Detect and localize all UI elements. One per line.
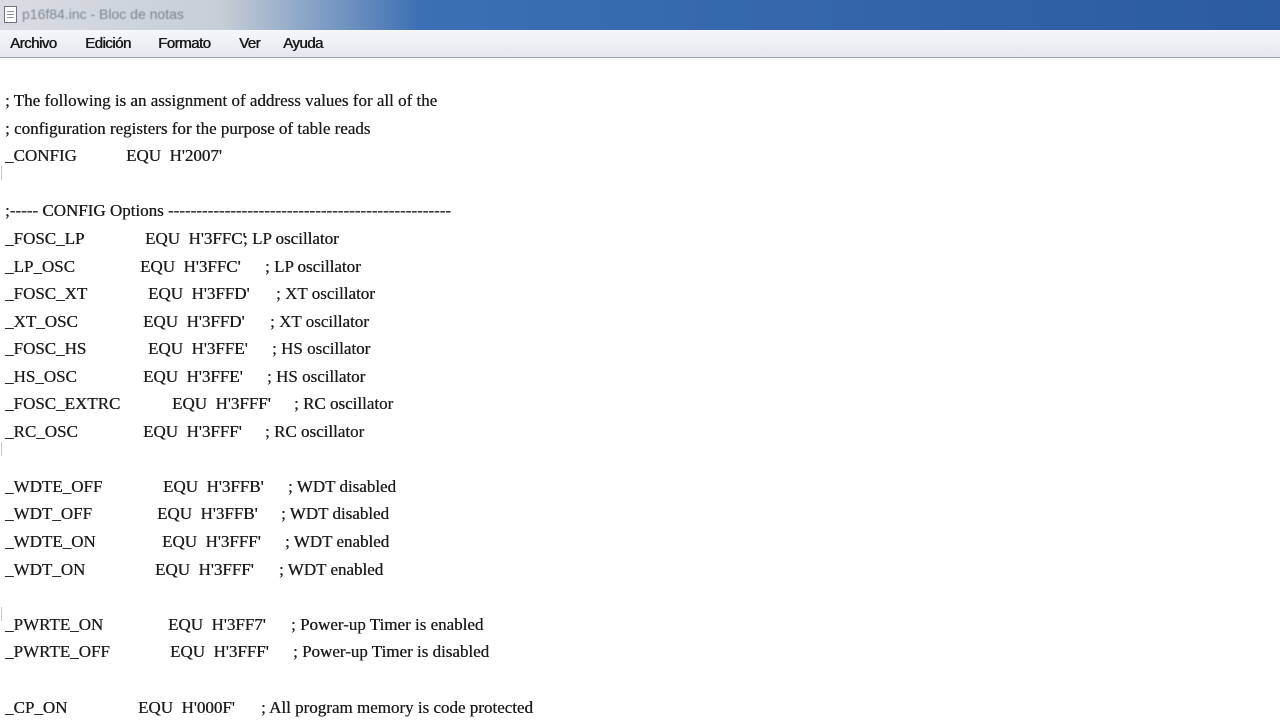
code-symbol: _RC_OSC — [5, 422, 78, 441]
code-comment: ; RC oscillator — [265, 422, 365, 441]
blank-line-marker — [1, 166, 2, 180]
code-symbol: ; configuration registers for the purpose of table reads — [5, 119, 371, 138]
code-line — [0, 392, 1280, 416]
code-line — [0, 310, 1280, 334]
code-symbol: _WDT_ON — [5, 560, 86, 579]
code-value: EQU H'3FFE' — [148, 339, 248, 358]
notepad-icon[interactable] — [4, 6, 17, 23]
code-comment: ; LP oscillator — [265, 257, 361, 276]
code-line — [0, 144, 1280, 168]
code-value: EQU H'3FFB' — [157, 504, 258, 523]
code-value: EQU H'3FFF' — [172, 394, 271, 413]
code-line — [0, 475, 1280, 499]
code-symbol: _LP_OSC — [5, 257, 75, 276]
code-comment: ; WDT enabled — [279, 560, 384, 579]
code-value: EQU H'3FFF' — [143, 422, 242, 441]
menu-ayuda[interactable]: Ayuda — [283, 35, 323, 52]
code-line — [0, 282, 1280, 306]
window-title: p16f84.inc - Bloc de notas — [22, 6, 184, 22]
code-line — [0, 696, 1280, 720]
code-value: EQU H'3FFD' — [143, 312, 245, 331]
menu-archivo[interactable]: Archivo — [10, 35, 57, 52]
code-line — [0, 558, 1280, 582]
code-value: EQU H'3FFF' — [170, 642, 269, 661]
text-editor[interactable] — [0, 59, 1280, 720]
code-comment: ; HS oscillator — [267, 367, 366, 386]
code-line — [0, 365, 1280, 389]
code-symbol: ;----- CONFIG Options -------------------------------------------------- — [5, 201, 451, 220]
code-symbol: _WDT_OFF — [5, 504, 92, 523]
code-symbol: _PWRTE_OFF — [5, 642, 110, 661]
code-comment: ; Power-up Timer is enabled — [291, 615, 484, 634]
code-comment: ; WDT disabled — [288, 477, 396, 496]
code-value: EQU H'000F' — [138, 698, 235, 717]
code-value: EQU H'3FF7' — [168, 615, 266, 634]
code-line — [0, 199, 1280, 223]
code-line — [0, 89, 1280, 113]
code-symbol: ; The following is an assignment of address values for all of the — [5, 91, 438, 110]
code-comment: ; HS oscillator — [272, 339, 371, 358]
code-line — [0, 337, 1280, 361]
code-comment: ; Power-up Timer is disabled — [293, 642, 490, 661]
code-comment: ; WDT enabled — [285, 532, 390, 551]
code-line — [0, 613, 1280, 637]
code-comment: ; XT oscillator — [270, 312, 369, 331]
code-value: EQU H'3FFC' — [145, 229, 246, 248]
code-line — [0, 640, 1280, 664]
menu-formato[interactable]: Formato — [158, 35, 211, 52]
code-line — [0, 227, 1280, 251]
code-symbol: _XT_OSC — [5, 312, 78, 331]
code-symbol: _FOSC_LP — [5, 229, 85, 248]
code-line — [0, 117, 1280, 141]
title-bar — [0, 0, 1280, 30]
code-value: EQU H'3FFD' — [148, 284, 250, 303]
code-value: EQU H'3FFF' — [162, 532, 261, 551]
code-line — [0, 530, 1280, 554]
code-value: EQU H'3FFF' — [155, 560, 254, 579]
code-line — [0, 420, 1280, 444]
code-comment: ; LP oscillator — [243, 229, 339, 248]
code-value: EQU H'3FFB' — [163, 477, 264, 496]
code-comment: ; RC oscillator — [294, 394, 394, 413]
code-symbol: _HS_OSC — [5, 367, 77, 386]
code-symbol: _FOSC_EXTRC — [5, 394, 121, 413]
code-symbol: _CP_ON — [5, 698, 68, 717]
code-value: EQU H'3FFE' — [143, 367, 243, 386]
code-line — [0, 502, 1280, 526]
code-value: EQU H'3FFC' — [140, 257, 241, 276]
code-line — [0, 255, 1280, 279]
menu-edicion[interactable]: Edición — [85, 35, 131, 52]
code-symbol: _FOSC_XT — [5, 284, 88, 303]
code-symbol: _FOSC_HS — [5, 339, 87, 358]
menu-ver[interactable]: Ver — [239, 35, 261, 52]
code-symbol: _PWRTE_ON — [5, 615, 104, 634]
code-value: EQU H'2007' — [126, 146, 222, 165]
code-symbol: _CONFIG — [5, 146, 77, 165]
code-comment: ; XT oscillator — [276, 284, 375, 303]
menu-bar — [0, 30, 1280, 58]
code-comment: ; WDT disabled — [281, 504, 389, 523]
code-symbol: _WDTE_ON — [5, 532, 96, 551]
code-comment: ; All program memory is code protected — [261, 698, 533, 717]
code-symbol: _WDTE_OFF — [5, 477, 103, 496]
blank-line-marker — [1, 442, 2, 456]
